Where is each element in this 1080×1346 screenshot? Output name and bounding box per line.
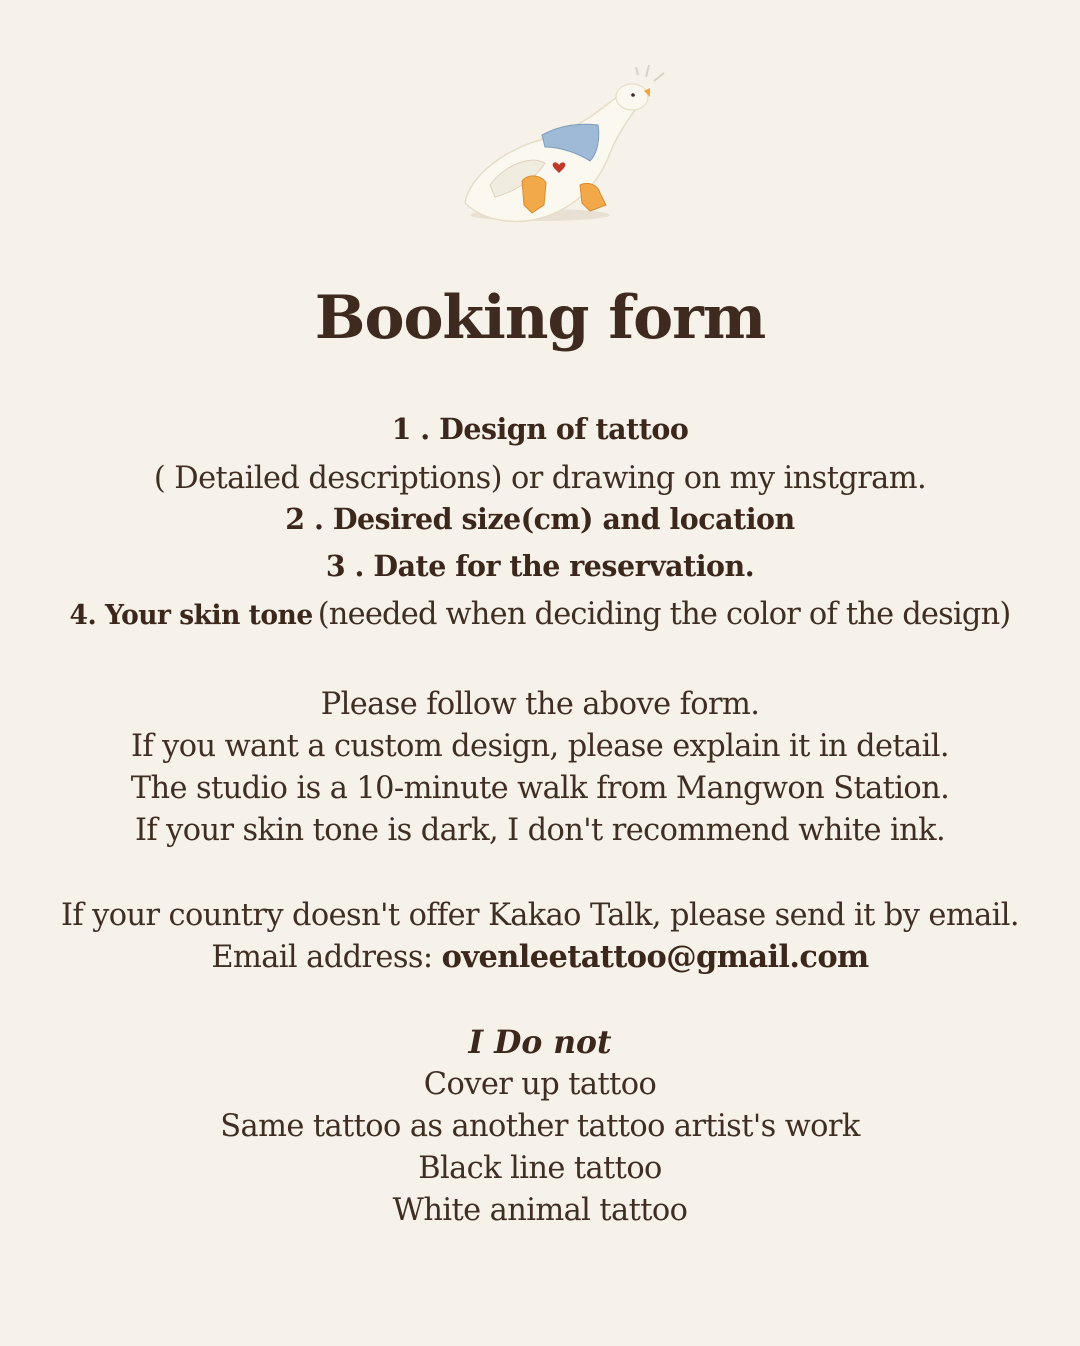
do-not-item: Same tattoo as another tattoo artist's work xyxy=(220,1108,860,1144)
do-not-item: Cover up tattoo xyxy=(423,1066,657,1102)
note-3: The studio is a 10-minute walk from Mangwon Station. xyxy=(130,770,950,806)
goose-figurine-illustration xyxy=(450,55,675,235)
email-label: Email address: xyxy=(211,939,442,975)
form-item-4 xyxy=(10,596,1070,632)
form-item-3-heading: 3 . Date for the reservation. xyxy=(325,549,755,583)
form-item-4-detail: (needed when deciding the color of the design) xyxy=(317,596,1011,632)
do-not-heading: I Do not xyxy=(468,1023,612,1061)
do-not-item: White animal tattoo xyxy=(392,1192,688,1228)
page-title: Booking form xyxy=(314,283,766,353)
email-address-link[interactable]: ovenleetattoo@gmail.com xyxy=(441,939,869,975)
form-item-4-heading: 4. Your skin tone xyxy=(69,600,313,631)
note-4: If your skin tone is dark, I don't recommend white ink. xyxy=(134,812,946,848)
note-1: Please follow the above form. xyxy=(320,686,760,722)
form-item-1-detail: ( Detailed descriptions) or drawing on my instgram. xyxy=(153,460,927,496)
form-item-1-heading: 1 . Design of tattoo xyxy=(391,412,689,446)
email-line xyxy=(10,939,1070,975)
note-2: If you want a custom design, please explain it in detail. xyxy=(130,728,949,764)
kakao-note: If your country doesn't offer Kakao Talk, please send it by email. xyxy=(60,897,1020,933)
form-item-2-heading: 2 . Desired size(cm) and location xyxy=(285,502,795,536)
do-not-item: Black line tattoo xyxy=(418,1150,662,1186)
